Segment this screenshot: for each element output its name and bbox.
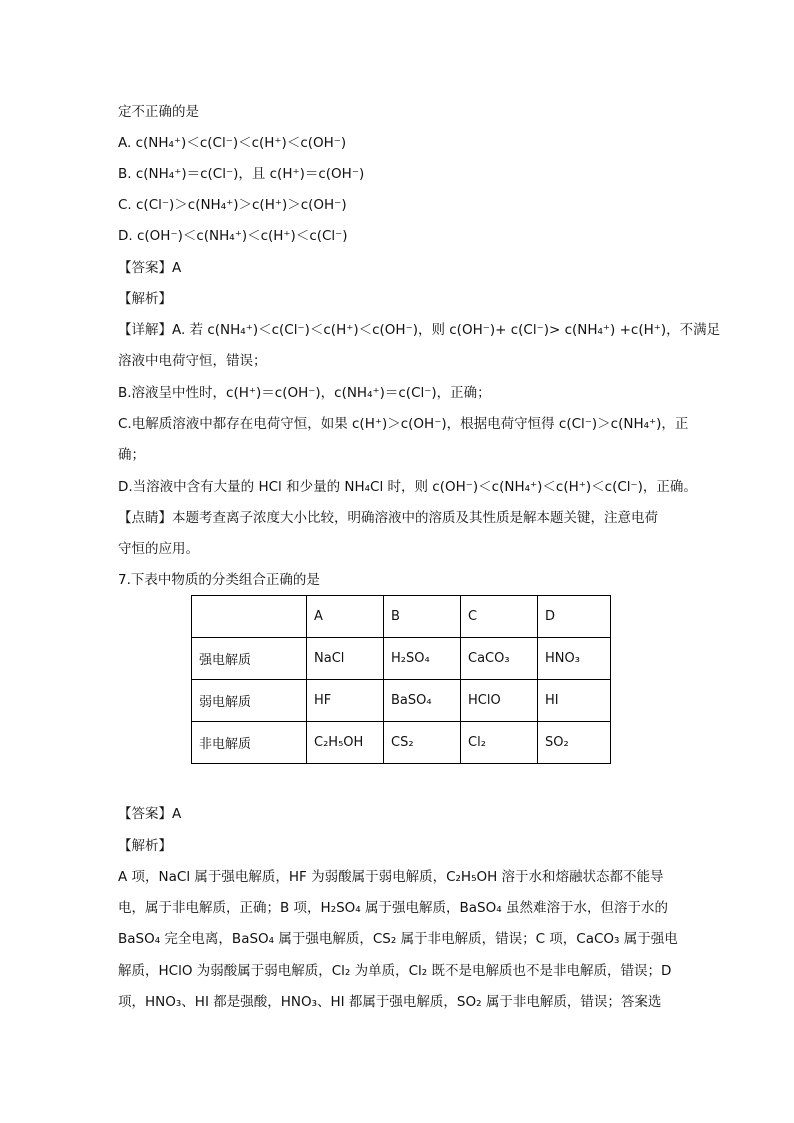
q6-detail-line: 确； <box>118 447 145 463</box>
table-cell <box>192 596 307 638</box>
q7-analysis-label: 【解析】 <box>118 838 172 854</box>
q6-option-d: D. c(OH⁻)＜c(NH₄⁺)＜c(H⁺)＜c(Cl⁻) <box>118 228 348 244</box>
table-row <box>192 722 611 764</box>
table-header-cell: C <box>461 596 538 638</box>
table-cell: CS₂ <box>384 722 461 764</box>
table-row <box>192 638 611 680</box>
table-header-cell: B <box>384 596 461 638</box>
q7-analysis-line: 电，属于非电解质，正确；B 项，H₂SO₄ 属于强电解质，BaSO₄ 虽然难溶于水，但溶于水的 <box>118 900 668 916</box>
classification-table <box>191 595 611 764</box>
table-row <box>192 680 611 722</box>
table-header-cell: D <box>538 596 611 638</box>
q7-answer: 【答案】A <box>118 806 182 822</box>
q6-detail-line: C.电解质溶液中都存在电荷守恒，如果 c(H⁺)＞c(OH⁻)，根据电荷守恒得 c(Cl⁻)＞c(NH₄⁺)，正 <box>118 416 689 432</box>
q6-answer: 【答案】A <box>118 260 182 276</box>
table-header-row <box>192 596 611 638</box>
table-cell: HNO₃ <box>538 638 611 680</box>
q6-option-c: C. c(Cl⁻)＞c(NH₄⁺)＞c(H⁺)＞c(OH⁻) <box>118 197 347 213</box>
q6-comment-line: 守恒的应用。 <box>118 541 199 557</box>
q6-detail-line: B.溶液呈中性时，c(H⁺)＝c(OH⁻)，c(NH₄⁺)＝c(Cl⁻)，正确； <box>118 385 491 401</box>
table-cell: Cl₂ <box>461 722 538 764</box>
table-header-cell: A <box>307 596 384 638</box>
table-cell: BaSO₄ <box>384 680 461 722</box>
q7-analysis-line: BaSO₄ 完全电离，BaSO₄ 属于强电解质，CS₂ 属于非电解质，错误；C 项，CaCO₃ 属于强电 <box>118 931 678 947</box>
q7-analysis-line: 项，HNO₃、HI 都是强酸，HNO₃、HI 都属于强电解质，SO₂ 属于非电解质，错误；答案选 <box>118 994 662 1010</box>
table-cell: C₂H₅OH <box>307 722 384 764</box>
table-cell: CaCO₃ <box>461 638 538 680</box>
table-cell: NaCl <box>307 638 384 680</box>
row-label: 强电解质 <box>192 638 307 680</box>
q7-analysis-line: 解质，HClO 为弱酸属于弱电解质，Cl₂ 为单质，Cl₂ 既不是电解质也不是非电解质，错误；D <box>118 963 672 979</box>
q6-detail-line: 【详解】A. 若 c(NH₄⁺)＜c(Cl⁻)＜c(H⁺)＜c(OH⁻)，则 c(OH⁻)+ c(Cl⁻)> c(NH₄⁺) +c(H⁺)，不满足 <box>118 322 721 338</box>
q6-detail-line: 溶液中电荷守恒，错误； <box>118 353 267 369</box>
q6-comment-line: 【点睛】本题考查离子浓度大小比较，明确溶液中的溶质及其性质是解本题关键，注意电荷 <box>118 510 658 526</box>
q6-intro: 定不正确的是 <box>118 104 199 120</box>
table-cell: H₂SO₄ <box>384 638 461 680</box>
q7-analysis-line: A 项，NaCl 属于强电解质，HF 为弱酸属于弱电解质，C₂H₅OH 溶于水和熔融状态都不能导 <box>118 869 664 885</box>
q6-option-b: B. c(NH₄⁺)＝c(Cl⁻)，且 c(H⁺)＝c(OH⁻) <box>118 166 365 182</box>
q6-option-a: A. c(NH₄⁺)＜c(Cl⁻)＜c(H⁺)＜c(OH⁻) <box>118 135 347 151</box>
table-cell: HF <box>307 680 384 722</box>
row-label: 非电解质 <box>192 722 307 764</box>
q7-stem: 7.下表中物质的分类组合正确的是 <box>118 572 320 588</box>
row-label: 弱电解质 <box>192 680 307 722</box>
table-cell: HI <box>538 680 611 722</box>
q6-detail-line: D.当溶液中含有大量的 HCl 和少量的 NH₄Cl 时，则 c(OH⁻)＜c(NH₄⁺)＜c(H⁺)＜c(Cl⁻)，正确。 <box>118 479 697 495</box>
table-cell: HClO <box>461 680 538 722</box>
q6-analysis-label: 【解析】 <box>118 291 172 307</box>
table-cell: SO₂ <box>538 722 611 764</box>
